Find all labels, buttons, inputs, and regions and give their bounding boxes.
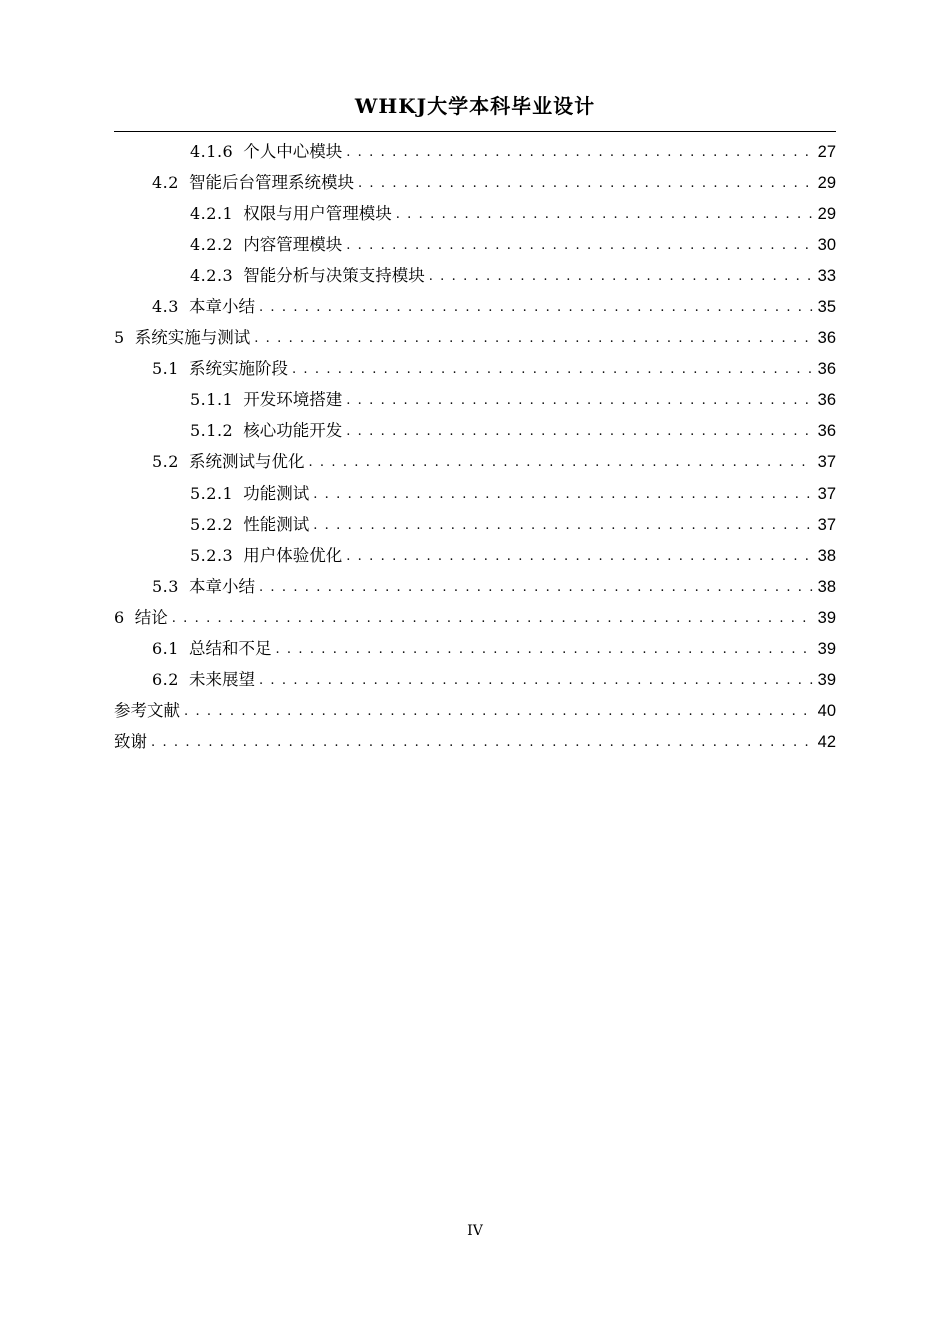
toc-entry-page-number: 42 (817, 732, 836, 751)
toc-dot-leader (346, 541, 813, 572)
toc-entry-title: 用户体验优化 (243, 545, 343, 565)
toc-entry[interactable] (114, 726, 836, 757)
toc-entry-page-number: 29 (817, 205, 836, 224)
toc-entry-page-number: 38 (817, 577, 836, 596)
toc-entry-number: 6.1 (152, 638, 179, 658)
toc-entry-title: 系统实施阶段 (188, 359, 288, 379)
toc-entry-page-number: 37 (817, 515, 836, 534)
toc-entry-page-number: 39 (817, 608, 836, 627)
toc-entry-title: 总结和不足 (188, 638, 272, 658)
toc-dot-leader (292, 354, 814, 385)
toc-entry-title: 系统测试与优化 (188, 452, 305, 472)
toc-dot-leader (313, 479, 813, 510)
toc-entry-number: 4.1.6 (190, 142, 234, 161)
toc-entry[interactable] (114, 602, 836, 633)
toc-entry-title: 致谢 (114, 731, 147, 751)
toc-entry-title: 智能分析与决策支持模块 (243, 266, 425, 286)
toc-entry-title: 本章小结 (188, 576, 255, 596)
toc-entry-page-number: 36 (817, 391, 836, 410)
toc-dot-leader (275, 634, 813, 665)
toc-dot-leader (396, 199, 814, 230)
toc-entry-number: 4.2.3 (190, 266, 234, 286)
toc-dot-leader (259, 665, 814, 696)
toc-entry[interactable] (114, 415, 836, 446)
toc-entry[interactable] (114, 633, 836, 664)
toc-entry-number: 5.2.2 (190, 514, 234, 534)
toc-entry-title: 系统实施与测试 (134, 328, 251, 348)
toc-entry-page-number: 39 (817, 670, 836, 689)
toc-entry-number: 4.2.2 (190, 235, 234, 255)
toc-entry[interactable] (114, 291, 836, 322)
toc-entry-number: 5.1.2 (190, 421, 234, 441)
toc-entry-page-number: 36 (817, 360, 836, 379)
toc-dot-leader (346, 416, 813, 447)
toc-dot-leader (259, 572, 814, 603)
header-divider (114, 131, 836, 132)
toc-entry-number: 5.3 (152, 576, 179, 596)
toc-entry[interactable] (114, 198, 836, 229)
toc-entry-page-number: 35 (817, 298, 836, 317)
toc-dot-leader (313, 510, 813, 541)
toc-entry-title: 智能后台管理系统模块 (188, 173, 354, 193)
toc-entry[interactable] (114, 353, 836, 384)
toc-entry-page-number: 33 (817, 267, 836, 286)
toc-entry-page-number: 30 (817, 236, 836, 255)
toc-entry-title: 功能测试 (243, 483, 310, 503)
toc-entry[interactable] (114, 260, 836, 291)
toc-dot-leader (184, 696, 814, 727)
toc-entry-number: 5.1 (152, 359, 179, 379)
toc-entry[interactable] (114, 540, 836, 571)
toc-entry[interactable] (114, 167, 836, 198)
table-of-contents (114, 136, 836, 757)
toc-dot-leader (346, 230, 813, 261)
toc-entry-title: 未来展望 (188, 669, 255, 689)
toc-dot-leader (259, 292, 814, 323)
toc-entry-number: 4.3 (152, 297, 179, 317)
toc-entry-page-number: 38 (817, 546, 836, 565)
toc-entry[interactable] (114, 571, 836, 602)
toc-entry-title: 权限与用户管理模块 (243, 204, 392, 224)
toc-entry-title: 参考文献 (114, 700, 180, 720)
toc-entry-number: 5.2 (152, 452, 179, 472)
toc-entry-title: 性能测试 (243, 514, 310, 534)
toc-dot-leader (358, 168, 814, 199)
toc-dot-leader (346, 137, 813, 168)
toc-entry-page-number: 39 (817, 639, 836, 658)
toc-entry[interactable] (114, 478, 836, 509)
toc-dot-leader (346, 385, 813, 416)
toc-entry-page-number: 37 (817, 453, 836, 472)
toc-entry-number: 4.2 (152, 173, 179, 193)
toc-entry-title: 结论 (134, 607, 168, 627)
toc-entry-page-number: 36 (817, 422, 836, 441)
toc-entry-title: 内容管理模块 (243, 235, 343, 255)
toc-entry-number: 5.1.1 (190, 390, 234, 410)
toc-dot-leader (254, 323, 813, 354)
toc-entry-page-number: 40 (817, 701, 836, 720)
page-number: IV (467, 1223, 483, 1239)
toc-entry[interactable] (114, 322, 836, 353)
toc-entry-title: 个人中心模块 (243, 142, 343, 161)
toc-dot-leader (151, 727, 814, 758)
toc-dot-leader (429, 261, 814, 292)
toc-entry[interactable] (114, 229, 836, 260)
toc-entry-number: 5 (114, 328, 125, 348)
toc-entry[interactable] (114, 446, 836, 477)
toc-entry-number: 5.2.1 (190, 483, 234, 503)
toc-entry[interactable] (114, 664, 836, 695)
toc-entry[interactable] (114, 695, 836, 726)
toc-entry-title: 开发环境搭建 (243, 390, 343, 410)
page-header-title: WHKJ大学本科毕业设计 (354, 94, 596, 118)
toc-entry-number: 6.2 (152, 669, 179, 689)
toc-entry-number: 4.2.1 (190, 204, 234, 224)
toc-entry-page-number: 36 (817, 329, 836, 348)
toc-entry-title: 本章小结 (188, 297, 255, 317)
toc-entry-number: 6 (114, 607, 125, 627)
toc-entry[interactable] (114, 384, 836, 415)
toc-entry-title: 核心功能开发 (243, 421, 343, 441)
toc-entry[interactable] (114, 136, 836, 167)
toc-entry-page-number: 27 (817, 143, 836, 161)
toc-entry-page-number: 37 (817, 484, 836, 503)
toc-entry-number: 5.2.3 (190, 545, 234, 565)
toc-dot-leader (172, 603, 814, 634)
toc-entry[interactable] (114, 509, 836, 540)
toc-dot-leader (308, 447, 813, 478)
toc-entry-page-number: 29 (817, 174, 836, 193)
